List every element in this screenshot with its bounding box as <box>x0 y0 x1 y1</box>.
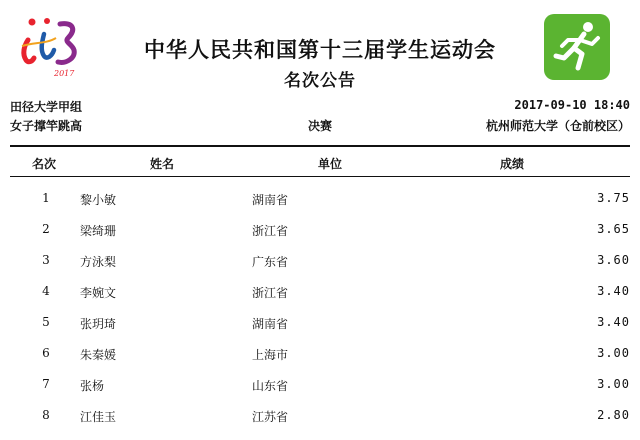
column-header-name: 姓名 <box>150 157 175 171</box>
table-row <box>10 245 630 276</box>
table-header <box>10 149 630 175</box>
athlete-name-cell: 朱秦媛 <box>80 348 117 362</box>
unit-cell: 江苏省 <box>252 410 289 424</box>
table-row <box>10 276 630 307</box>
unit-cell: 湖南省 <box>252 317 289 331</box>
athlete-name-cell: 江佳玉 <box>80 410 117 424</box>
athlete-name-cell: 梁绮珊 <box>80 224 117 238</box>
athlete-name-cell: 方泳梨 <box>80 255 117 269</box>
score-cell: 3.60 <box>597 253 630 267</box>
event-datetime: 2017-09-10 18:40 <box>514 98 630 112</box>
unit-cell: 湖南省 <box>252 193 289 207</box>
rank-cell: 8 <box>42 408 50 422</box>
table-row <box>10 307 630 338</box>
table-row <box>10 369 630 400</box>
score-cell: 3.40 <box>597 315 630 329</box>
score-cell: 3.65 <box>597 222 630 236</box>
rank-cell: 1 <box>42 191 50 205</box>
table-row <box>10 183 630 214</box>
table-top-rule <box>10 145 630 147</box>
unit-cell: 广东省 <box>252 255 289 269</box>
unit-cell: 上海市 <box>252 348 289 362</box>
rank-cell: 5 <box>42 315 50 329</box>
rank-cell: 3 <box>42 253 50 267</box>
column-header-unit: 单位 <box>318 157 343 171</box>
table-row <box>10 338 630 369</box>
score-cell: 2.80 <box>597 408 630 422</box>
event-round: 决赛 <box>308 119 333 133</box>
rank-cell: 4 <box>42 284 50 298</box>
score-cell: 3.75 <box>597 191 630 205</box>
table-row <box>10 214 630 245</box>
unit-cell: 浙江省 <box>252 286 289 300</box>
score-cell: 3.00 <box>597 346 630 360</box>
logo-year: 2017 <box>54 69 75 78</box>
column-header-rank: 名次 <box>32 157 57 171</box>
athlete-name-cell: 黎小敏 <box>80 193 117 207</box>
rank-cell: 6 <box>42 346 50 360</box>
event-venue: 杭州师范大学（仓前校区） <box>485 119 630 133</box>
athlete-name-cell: 张玥琦 <box>80 317 117 331</box>
event-name: 女子撑竿跳高 <box>10 119 83 133</box>
rank-cell: 7 <box>42 377 50 391</box>
page-title: 中华人民共和国第十三届学生运动会 <box>144 38 496 62</box>
table-header-rule <box>10 176 630 177</box>
athlete-name-cell: 张杨 <box>80 379 105 393</box>
score-cell: 3.00 <box>597 377 630 391</box>
event-group: 田径大学甲组 <box>10 100 83 114</box>
table-row <box>10 400 630 431</box>
column-header-score: 成绩 <box>500 157 525 171</box>
unit-cell: 浙江省 <box>252 224 289 238</box>
rank-cell: 2 <box>42 222 50 236</box>
unit-cell: 山东省 <box>252 379 289 393</box>
score-cell: 3.40 <box>597 284 630 298</box>
page-subtitle: 名次公告 <box>284 71 356 91</box>
athlete-name-cell: 李婉文 <box>80 286 117 300</box>
